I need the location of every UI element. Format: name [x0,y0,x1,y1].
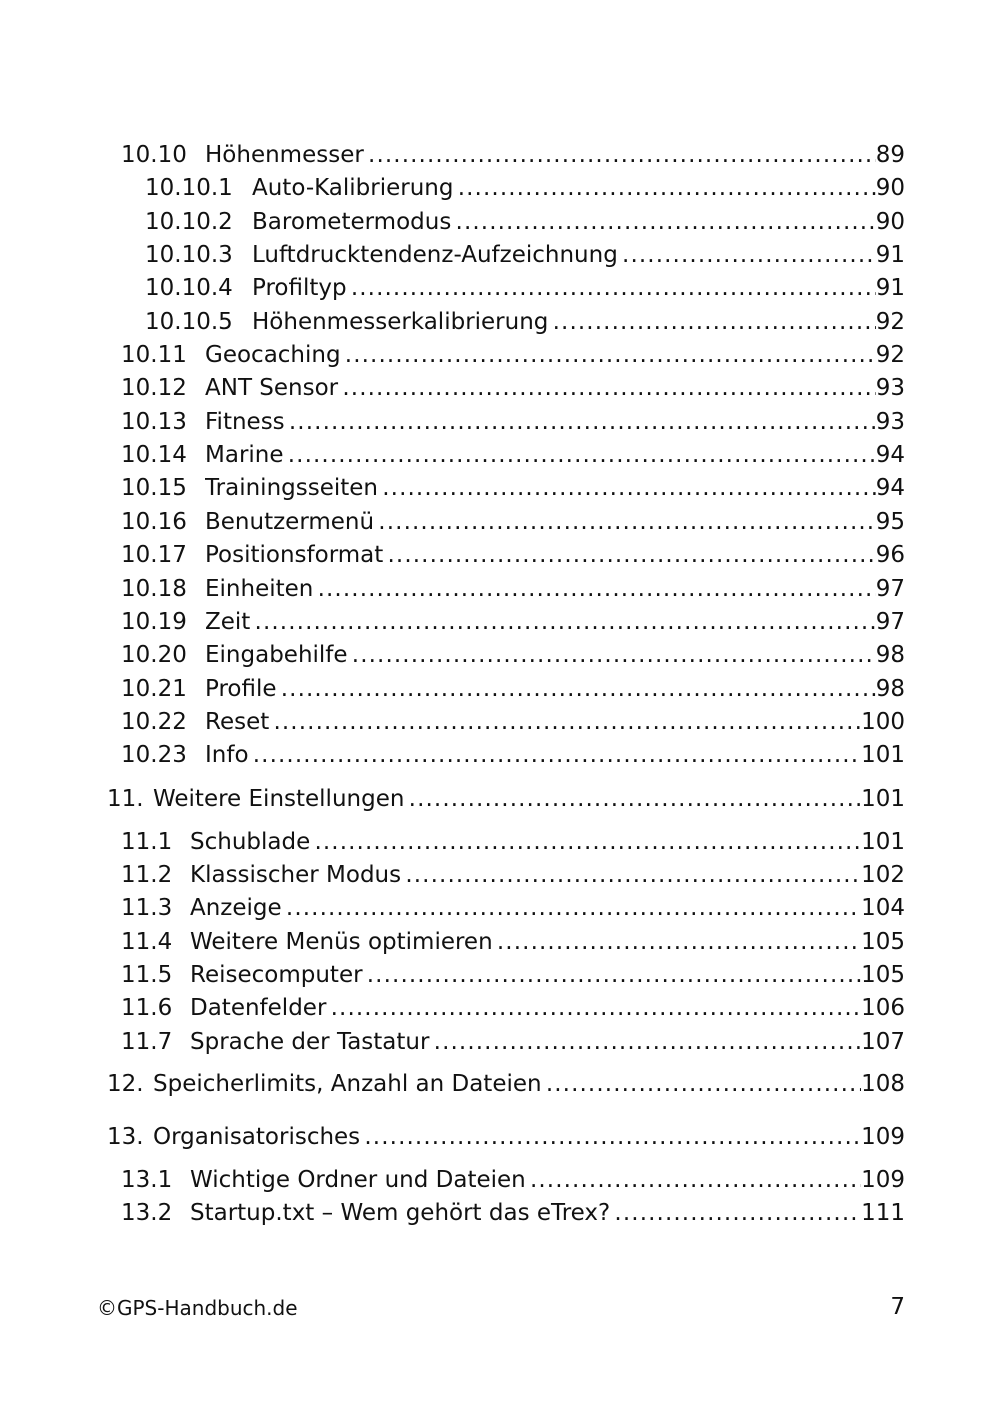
toc-entry-page: 97 [876,606,905,639]
toc-entry-title: Profile . . . [205,673,903,706]
toc-entry-number: 11.2 [121,862,173,888]
toc-entry[interactable] [0,1164,1000,1197]
toc-entry-page: 91 [876,239,905,272]
toc-entry-number: 10.18 [121,576,187,602]
toc-entry-page: 93 [876,372,905,405]
toc-entry-title: Profiltyp . . . [252,272,903,305]
toc-entry-title: Marine . . . [205,439,903,472]
toc-entry[interactable] [0,826,1000,859]
toc-entry[interactable] [0,472,1000,505]
toc-entry-page: 90 [876,172,905,205]
footer-page-number: 7 [890,1294,905,1320]
toc-entry-title: Sprache der Tastatur . . . [190,1026,903,1059]
toc-entry-title: Auto-Kalibrierung . . . [252,172,903,205]
toc-entry-number: 10.10.2 [145,209,233,235]
toc-entry-title: Luftdrucktendenz-Aufzeichnung . . . [252,239,903,272]
toc-entry[interactable] [0,139,1000,172]
toc-entry-number: 13.2 [121,1200,173,1226]
toc-entry[interactable] [0,539,1000,572]
toc-entry-number: 10.22 [121,709,187,735]
footer-copyright: ©GPS-Handbuch.de [97,1296,298,1320]
toc-entry-number: 10.10.5 [145,309,233,335]
toc-entry-page: 111 [861,1197,905,1230]
toc-entry-page: 96 [876,539,905,572]
toc-entry-number: 10.21 [121,676,187,702]
toc-entry[interactable] [0,339,1000,372]
toc-entry-title: Weitere Menüs optimieren . . . [190,926,903,959]
toc-entry-title: Positionsformat . . . [205,539,903,572]
toc-entry[interactable] [0,239,1000,272]
toc-entry-page: 92 [876,339,905,372]
toc-entry-page: 109 [861,1164,905,1197]
toc-entry-title: Barometermodus . . . [252,206,903,239]
toc-entry[interactable] [0,783,1000,816]
toc-entry[interactable] [0,959,1000,992]
toc-entry-number: 11. [107,786,144,812]
toc-entry-title: Anzeige . . . [190,892,903,925]
toc-entry[interactable] [0,272,1000,305]
toc-entry-page: 106 [861,992,905,1025]
toc-entry-number: 10.16 [121,509,187,535]
toc-entry[interactable] [0,506,1000,539]
toc-entry[interactable] [0,573,1000,606]
toc-entry-title: Einheiten . . . [205,573,903,606]
toc-entry-number: 10.19 [121,609,187,635]
toc-entry-title: Klassischer Modus . . . [190,859,903,892]
toc-entry-number: 10.14 [121,442,187,468]
toc-entry[interactable] [0,926,1000,959]
toc-entry-page: 94 [876,472,905,505]
toc-entry-title: Benutzermenü . . . [205,506,903,539]
toc-entry-title: Organisatorisches . . . [153,1121,903,1154]
toc-entry-number: 10.10.3 [145,242,233,268]
toc-entry-title: Geocaching . . . [205,339,903,372]
toc-entry-page: 108 [861,1068,905,1101]
toc-entry-title: Wichtige Ordner und Dateien . . . [190,1164,903,1197]
toc-entry-page: 102 [861,859,905,892]
toc-entry-title: Höhenmesserkalibrierung . . . [252,306,903,339]
toc-entry[interactable] [0,1121,1000,1154]
toc-entry-title: Reset . . . [205,706,903,739]
toc-entry-number: 11.7 [121,1029,173,1055]
toc-entry-page: 101 [861,826,905,859]
toc-entry-page: 95 [876,506,905,539]
toc-entry[interactable] [0,1197,1000,1230]
toc-entry[interactable] [0,306,1000,339]
toc-entry[interactable] [0,1068,1000,1101]
toc-entry-number: 10.10.1 [145,175,233,201]
toc-entry-page: 90 [876,206,905,239]
toc-entry-page: 89 [876,139,905,172]
toc-entry[interactable] [0,406,1000,439]
toc-entry[interactable] [0,706,1000,739]
toc-entry-title: Reisecomputer . . . [190,959,903,992]
toc-entry-number: 10.11 [121,342,187,368]
toc-entry-page: 92 [876,306,905,339]
toc-entry-number: 11.3 [121,895,173,921]
toc-entry-number: 11.4 [121,929,173,955]
toc-entry-title: Zeit . . . [205,606,903,639]
toc-entry-number: 10.17 [121,542,187,568]
toc-entry[interactable] [0,372,1000,405]
toc-entry[interactable] [0,606,1000,639]
toc-entry-number: 10.10.4 [145,275,233,301]
toc-entry-number: 10.12 [121,375,187,401]
toc-entry-title: Eingabehilfe . . . [205,639,903,672]
toc-entry-number: 11.5 [121,962,173,988]
toc-entry[interactable] [0,673,1000,706]
toc-entry-title: Datenfelder . . . [190,992,903,1025]
toc-entry-title: Weitere Einstellungen . . . [153,783,903,816]
toc-entry-number: 10.15 [121,475,187,501]
toc-entry-number: 11.6 [121,995,173,1021]
toc-entry-title: Höhenmesser . . . [205,139,903,172]
toc-entry[interactable] [0,859,1000,892]
toc-entry-number: 13. [107,1124,144,1150]
toc-entry-page: 91 [876,272,905,305]
toc-entry[interactable] [0,1026,1000,1059]
toc-entry-page: 98 [876,639,905,672]
toc-entry-page: 94 [876,439,905,472]
toc-entry[interactable] [0,172,1000,205]
toc-entry[interactable] [0,892,1000,925]
toc-entry[interactable] [0,439,1000,472]
toc-entry-page: 105 [861,926,905,959]
toc-entry-title: Trainingsseiten . . . [205,472,903,505]
toc-entry-page: 93 [876,406,905,439]
toc-entry[interactable] [0,206,1000,239]
toc-entry-number: 11.1 [121,829,173,855]
toc-entry-title: Startup.txt – Wem gehört das eTrex? . . . [190,1197,903,1230]
toc-entry-page: 109 [861,1121,905,1154]
toc-entry-page: 107 [861,1026,905,1059]
toc-entry-number: 10.10 [121,142,187,168]
toc-entry-number: 10.13 [121,409,187,435]
toc-entry-page: 104 [861,892,905,925]
toc-entry-title: Info . . . [205,739,903,772]
toc-entry-number: 13.1 [121,1167,173,1193]
toc-entry-page: 97 [876,573,905,606]
toc-entry-number: 12. [107,1071,144,1097]
toc-entry-title: Speicherlimits, Anzahl an Dateien . . . [153,1068,903,1101]
toc-entry[interactable] [0,639,1000,672]
toc-entry-page: 98 [876,673,905,706]
toc-entry-title: ANT Sensor . . . [205,372,903,405]
toc-entry-page: 101 [861,783,905,816]
toc-entry-page: 100 [861,706,905,739]
toc-entry-number: 10.23 [121,742,187,768]
toc-entry-number: 10.20 [121,642,187,668]
toc-entry-title: Schublade . . . [190,826,903,859]
toc-entry-title: Fitness . . . [205,406,903,439]
toc-entry[interactable] [0,739,1000,772]
toc-entry-page: 101 [861,739,905,772]
toc-entry[interactable] [0,992,1000,1025]
toc-entry-page: 105 [861,959,905,992]
